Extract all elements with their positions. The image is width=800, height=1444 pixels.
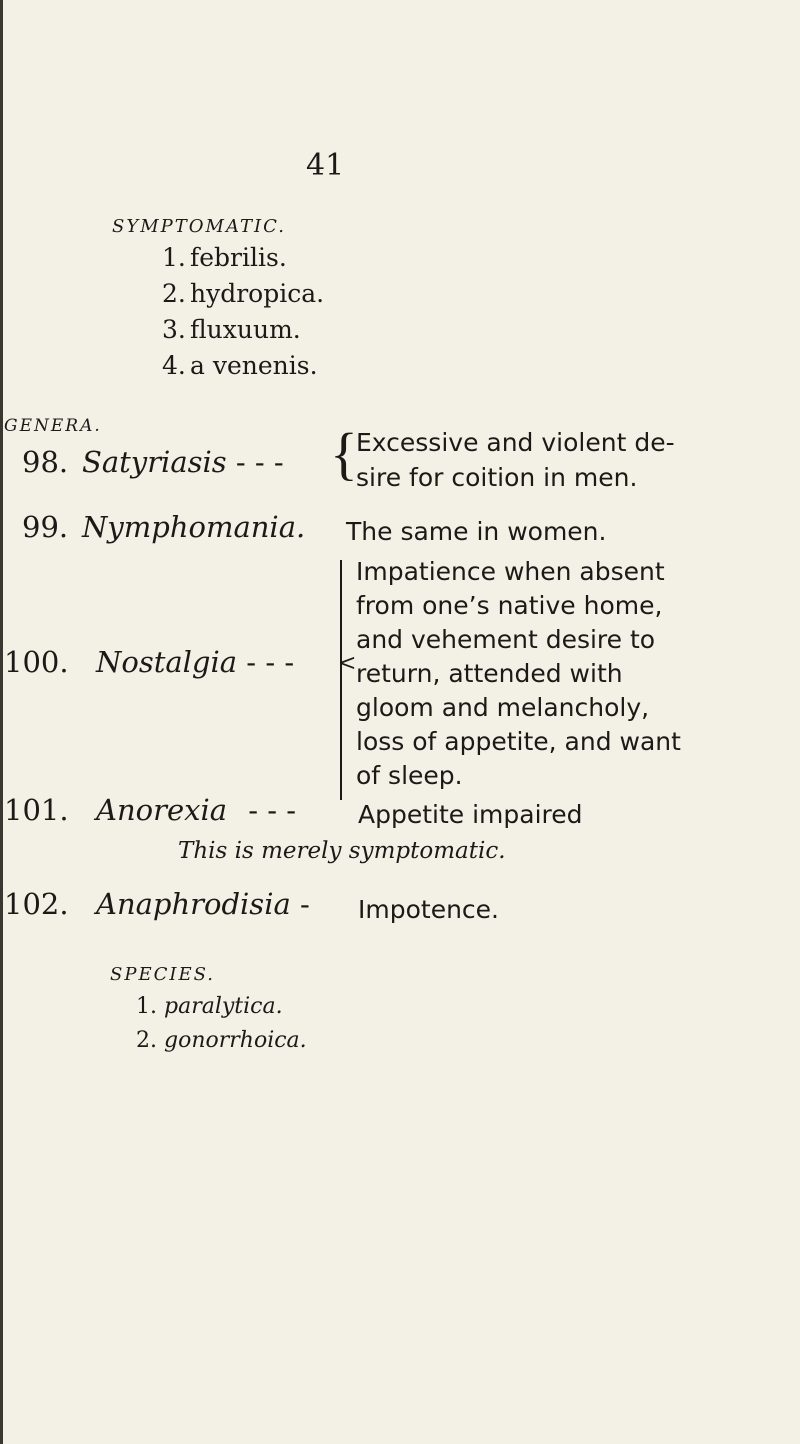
symptomatic-heading: SYMPTOMATIC. [112, 216, 286, 237]
list-item: 1. febrilis. [162, 243, 287, 272]
page-edge [0, 0, 3, 1444]
genus-102: 102. Anaphrodisia - [4, 887, 310, 921]
genus-100: 100. Nostalgia - - - [4, 645, 295, 679]
genus-99-description: The same in women. [346, 517, 607, 546]
genera-heading: GENERA. [4, 416, 102, 436]
genus-98: 98. Satyriasis - - - [22, 445, 284, 479]
genus-102-description: Impotence. [358, 895, 499, 924]
symptomatic-list [162, 240, 324, 384]
genus-99: 99. Nymphomania. [22, 510, 306, 544]
brace-symbol: { [330, 421, 358, 486]
genus-101: 101. Anorexia - - - [4, 793, 297, 827]
list-item: 4. a venenis. [162, 351, 318, 380]
list-item: 1. paralytica. [136, 994, 283, 1019]
brace-bracket [340, 560, 342, 800]
page-number: 41 [306, 148, 345, 183]
genus-98-description: Excessive and violent de- sire for coition in men. [356, 428, 675, 492]
species-heading: SPECIES. [110, 964, 216, 985]
genus-101-description: Appetite impaired [358, 800, 583, 829]
genus-101-note: This is merely symptomatic. [178, 838, 506, 864]
list-item: 2. gonorrhoica. [136, 1028, 307, 1053]
brace-point: < [338, 651, 357, 676]
species-list [136, 990, 307, 1058]
genus-100-description: Impatience when absent from one’s native home, and vehement desire to return, attended with gloom and melancholy, loss of appetite, and want of sleep. [356, 557, 681, 790]
list-item: 3. fluxuum. [162, 315, 301, 344]
list-item: 2. hydropica. [162, 279, 325, 308]
